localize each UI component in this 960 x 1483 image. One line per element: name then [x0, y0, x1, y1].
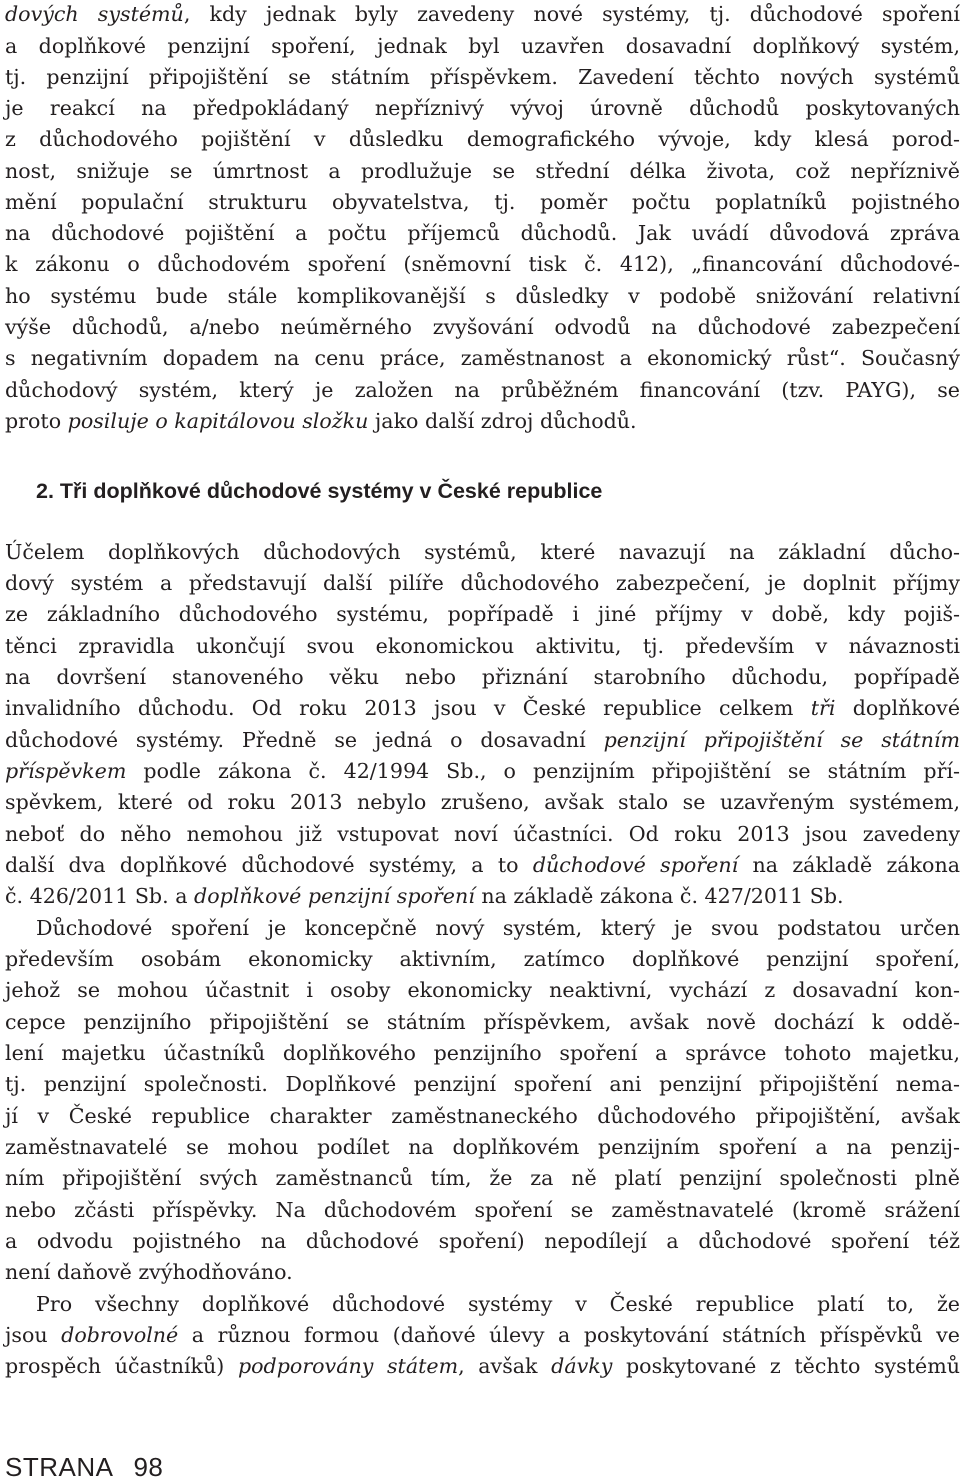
- text-fragment: podle zákona č. 42/1994 Sb., o penzijním připojištění se státním pří-: [126, 759, 960, 783]
- text-fragment: doplňkové: [835, 696, 960, 720]
- text-fragment: důchodové systémy. Předně se jedná o dosavadní: [5, 728, 604, 752]
- page-footer: [5, 1452, 163, 1482]
- text-line: dový systém a představují další pilíře důchodového zabezpečení, je doplnit příjmy: [5, 571, 960, 595]
- text-line: důchodový systém, který je založen na průběžném financování (tzv. PAYG), se: [5, 378, 960, 402]
- text-line: z důchodového pojištění v důsledku demografického vývoje, kdy klesá porod-: [5, 127, 960, 151]
- text-line: Pro všechny doplňkové důchodové systémy v České republice platí to, že: [36, 1292, 960, 1316]
- text-fragment: , avšak: [458, 1354, 552, 1378]
- text-line: spěvkem, které od roku 2013 nebylo zrušeno, avšak stalo se uzavřeným systémem,: [5, 790, 960, 814]
- text-fragment: invalidního důchodu. Od roku 2013 jsou v České republice celkem: [5, 696, 811, 720]
- italic-text: penzijní připojištění se státním: [603, 728, 960, 752]
- text-line: nost, snižuje se úmrtnost a prodlužuje se střední délka života, což nepříznivě: [5, 159, 960, 183]
- text-line: k zákonu o důchodovém spoření (sněmovní tisk č. 412), „financování důchodové-: [5, 252, 960, 276]
- text-fragment: jsou: [5, 1323, 62, 1347]
- text-line: jí v České republice charakter zaměstnaneckého důchodového připojištění, avšak: [5, 1104, 960, 1128]
- text-fragment: , kdy jednak byly zavedeny nové systémy, tj. důchodové spoření: [183, 2, 960, 26]
- text-line: tj. penzijní společnosti. Doplňkové penzijní spoření ani penzijní připojištění nema-: [5, 1072, 960, 1096]
- text-line: je reakcí na předpokládaný nepříznivý vývoj úrovně důchodů poskytovaných: [5, 96, 960, 120]
- text-line: výše důchodů, a/nebo neúměrného zvyšování odvodů na důchodové zabezpečení: [5, 315, 960, 339]
- text-line: především osobám ekonomicky aktivním, zatímco doplňkové penzijní spoření,: [5, 947, 960, 971]
- text-line: [5, 757, 960, 785]
- text-line: lení majetku účastníků doplňkového penzijního spoření a správce tohoto majetku,: [5, 1041, 960, 1065]
- text-line: ze základního důchodového systému, popřípadě i jiné příjmy v době, kdy pojiš-: [5, 602, 960, 626]
- text-fragment: a různou formou (daňové úlevy a poskytování státních příspěvků ve: [178, 1323, 960, 1347]
- section-heading: 2. Tři doplňkové důchodové systémy v České republice: [36, 479, 603, 503]
- text-line: ním připojištění svých zaměstnanců tím, že za ně platí penzijní společnosti plně: [5, 1166, 960, 1190]
- text-fragment: proto: [5, 409, 68, 433]
- footer-label: STRANA: [5, 1452, 114, 1482]
- italic-text: dových systémů: [5, 2, 184, 26]
- italic-text: podporovány státem: [237, 1354, 459, 1378]
- text-line: s negativním dopadem na cenu práce, zaměstnanost a ekonomický růst“. Současný: [5, 346, 960, 370]
- text-fragment: na základě zákona č. 427/2011 Sb.: [474, 884, 844, 908]
- italic-text: příspěvkem: [5, 759, 127, 783]
- text-line: na důchodové pojištění a počtu příjemců důchodů. Jak uvádí důvodová zpráva: [5, 221, 960, 245]
- text-line: ho systému bude stále komplikovanější s důsledky v podobě snižování relativní: [5, 284, 960, 308]
- italic-text: dobrovolné: [61, 1323, 179, 1347]
- text-line: nebo zčásti příspěvky. Na důchodovém spoření se zaměstnavatelé (kromě srážení: [5, 1198, 960, 1222]
- italic-text: důchodové spoření: [532, 853, 739, 877]
- text-line: a doplňkové penzijní spoření, jednak byl uzavřen dosavadní doplňkový systém,: [5, 34, 960, 58]
- text-line: jehož se mohou účastnit i osoby ekonomicky neaktivní, vychází z dosavadní kon-: [5, 978, 960, 1002]
- text-fragment: č. 426/2011 Sb. a: [5, 884, 195, 908]
- text-line: zaměstnavatelé se mohou podílet na doplňkovém penzijním spoření a na penzij-: [5, 1135, 960, 1159]
- italic-text: dávky: [551, 1354, 613, 1378]
- text-fragment: jako další zdroj důchodů.: [368, 409, 637, 433]
- text-line: není daňově zvýhodňováno.: [5, 1260, 293, 1284]
- page-number: 98: [133, 1452, 164, 1482]
- text-line: [5, 407, 960, 435]
- text-line: cepce penzijního připojištění se státním příspěvkem, avšak nově dochází k oddě-: [5, 1010, 960, 1034]
- text-line: [5, 0, 960, 28]
- italic-text: doplňkové penzijní spoření: [194, 884, 475, 908]
- text-line: na dovršení stanoveného věku nebo přiznání starobního důchodu, popřípadě: [5, 665, 960, 689]
- text-fragment: další dva doplňkové důchodové systémy, a to: [5, 853, 533, 877]
- text-line: mění populační strukturu obyvatelstva, tj. poměr počtu poplatníků pojistného: [5, 190, 960, 214]
- text-line: Účelem doplňkových důchodových systémů, které navazují na základní důcho-: [5, 540, 960, 564]
- text-fragment: na základě zákona: [738, 853, 960, 877]
- text-line: Důchodové spoření je koncepčně nový systém, který je svou podstatou určen: [36, 916, 960, 940]
- text-line: [5, 726, 960, 754]
- text-line: [5, 1321, 960, 1349]
- text-line: a odvodu pojistného na důchodové spoření) nepodílejí a důchodové spoření též: [5, 1229, 960, 1253]
- text-line: neboť do něho nemohou již vstupovat noví účastníci. Od roku 2013 jsou zavedeny: [5, 822, 960, 846]
- text-line: [5, 694, 960, 722]
- text-line: těnci zpravidla ukončují svou ekonomickou aktivitu, tj. především v návaznosti: [5, 634, 960, 658]
- text-fragment: poskytované z těchto systémů: [612, 1354, 960, 1378]
- text-line: [5, 882, 960, 910]
- text-line: [5, 851, 960, 879]
- italic-text: posiluje o kapitálovou složku: [67, 409, 369, 433]
- italic-text: tři: [810, 696, 836, 720]
- text-fragment: prospěch účastníků): [5, 1354, 238, 1378]
- text-line: tj. penzijní připojištění se státním příspěvkem. Zavedení těchto nových systémů: [5, 65, 960, 89]
- text-line: [5, 1352, 960, 1380]
